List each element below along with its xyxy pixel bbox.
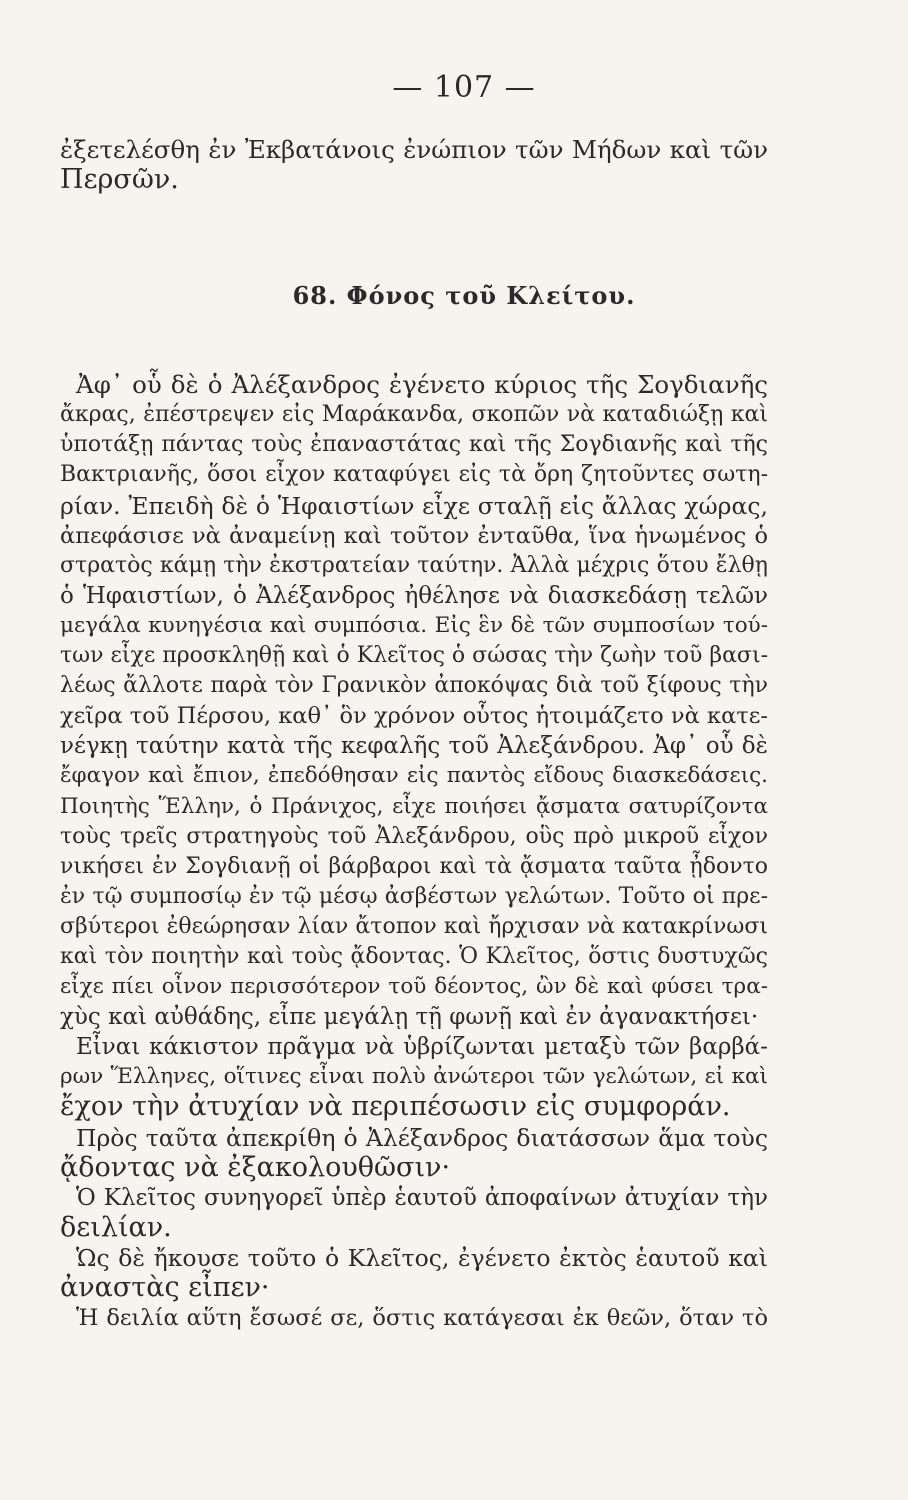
text-line: Ὁ Κλεῖτος συνηγορεῖ ὑπὲρ ἑαυτοῦ ἀποφαίνων ἀτυχίαν τὴν [76,1184,768,1211]
text-line: ρίαν. Ἐπειδὴ δὲ ὁ Ἡφαιστίων εἶχε σταλῇ εἰς ἄλλας χώρας, [60,491,768,520]
text-line: ἐν τῷ συμποσίῳ ἐν τῷ μέσῳ ἀσβέστων γελώτων. Τοῦτο οἱ πρε- [60,883,768,909]
text-line: μεγάλα κυνηγέσια καὶ συμπόσια. Εἰς ἓν δὲ τῶν συμποσίων τού- [60,612,768,638]
text-line: ᾄδοντας νὰ ἐξακολουθῶσιν· [60,1151,451,1183]
text-line: καὶ τὸν ποιητὴν καὶ τοὺς ᾄδοντας. Ὁ Κλεῖτος, ὅστις δυστυχῶς [60,943,768,969]
text-line: ἀναστὰς εἶπεν· [60,1272,270,1303]
text-line: χεῖρα τοῦ Πέρσου, καθ᾽ ὃν χρόνον οὗτος ἡτοιμάζετο νὰ κατε- [60,703,768,730]
text-line: στρατὸς κάμῃ τὴν ἐκστρατείαν ταύτην. Ἀλλὰ μέχρις ὅτου ἔλθῃ [60,552,768,578]
text-line: σβύτεροι ἐθεώρησαν λίαν ἄτοπον καὶ ἤρχισαν νὰ κατακρίνωσι [60,913,768,939]
text-line: ρων Ἕλληνες, οἵτινες εἶναι πολὺ ἀνώτεροι τῶν γελώτων, εἰ καὶ [60,1064,768,1090]
text-line: ἀπεφάσισε νὰ ἀναμείνῃ καὶ τοῦτον ἐνταῦθα, ἵνα ἡνωμένος ὁ [60,522,768,549]
text-line: εἶχε πίει οἶνον περισσότερον τοῦ δέοντος, ὢν δὲ καὶ φύσει τρα- [60,974,768,1000]
text-line: των εἶχε προσκληθῇ καὶ ὁ Κλεῖτος ὁ σώσας τὴν ζωὴν τοῦ βασι- [60,643,768,669]
text-line: Ἀφ᾽ οὗ δὲ ὁ Ἀλέξανδρος ἐγένετο κύριος τῆς Σογδιανῆς [76,370,768,400]
intro-paragraph [60,135,768,195]
body-text [60,370,768,1333]
text-line: τοὺς τρεῖς στρατηγοὺς τοῦ Ἀλεξάνδρου, οὓς πρὸ μικροῦ εἶχον [60,823,768,849]
text-line: Ἡ δειλία αὕτη ἔσωσέ σε, ὅστις κατάγεσαι ἐκ θεῶν, ὅταν τὸ [76,1305,768,1332]
text-line: ὁ Ἡφαιστίων, ὁ Ἀλέξανδρος ἠθέλησε νὰ διασκεδάσῃ τελῶν [60,582,768,609]
text-line: ἔχον τὴν ἀτυχίαν νὰ περιπέσωσιν εἰς συμφοράν. [60,1091,731,1123]
page-number: — 107 — [392,70,536,105]
text-line: δειλίαν. [60,1211,172,1243]
text-line: ἐξετελέσθη ἐν Ἐκβατάνοις ἐνώπιον τῶν Μήδων καὶ τῶν [60,135,768,164]
section-heading: 68. Φόνος τοῦ Κλείτου. [292,281,636,311]
text-line: Εἶναι κάκιστον πρᾶγμα νὰ ὑβρίζωνται μεταξὺ τῶν βαρβά- [76,1034,768,1061]
text-line: νικήσει ἐν Σογδιανῇ οἱ βάρβαροι καὶ τὰ ᾄσματα ταῦτα ᾖδοντο [60,853,768,879]
text-line: ἄκρας, ἐπέστρεψεν εἰς Μαράκανδα, σκοπῶν νὰ καταδιώξῃ καὶ [60,402,768,428]
text-line: νέγκῃ ταύτην κατὰ τῆς κεφαλῆς τοῦ Ἀλεξάνδρου. Ἀφ᾽ οὗ δὲ [60,733,768,760]
text-line: Πρὸς ταῦτα ἀπεκρίθη ὁ Ἀλέξανδρος διατάσσων ἅμα τοὺς [76,1123,768,1152]
text-line: Βακτριανῆς, ὅσοι εἶχον καταφύγει εἰς τὰ ὄρη ζητοῦντες σωτη- [60,462,768,488]
text-line: ὑποτάξῃ πάντας τοὺς ἐπαναστάτας καὶ τῆς Σογδιανῆς καὶ τῆς [60,432,768,458]
text-line: Περσῶν. [60,164,179,196]
text-line: χὺς καὶ αὐθάδης, εἶπε μεγάλῃ τῇ φωνῇ καὶ ἐν ἀγανακτήσει· [60,1004,759,1031]
text-line: ἔφαγον καὶ ἔπιον, ἐπεδόθησαν εἰς παντὸς εἴδους διασκεδάσεις. [60,763,768,789]
text-line: Ὡς δὲ ἤκουσε τοῦτο ὁ Κλεῖτος, ἐγένετο ἐκτὸς ἑαυτοῦ καὶ [76,1243,768,1272]
text-line: λέως ἄλλοτε παρὰ τὸν Γρανικὸν ἀποκόψας διὰ τοῦ ξίφους τὴν [60,673,768,699]
text-line: Ποιητὴς Ἕλλην, ὁ Πράνιχος, εἶχε ποιήσει ᾄσματα σατυρίζοντα [60,793,768,819]
